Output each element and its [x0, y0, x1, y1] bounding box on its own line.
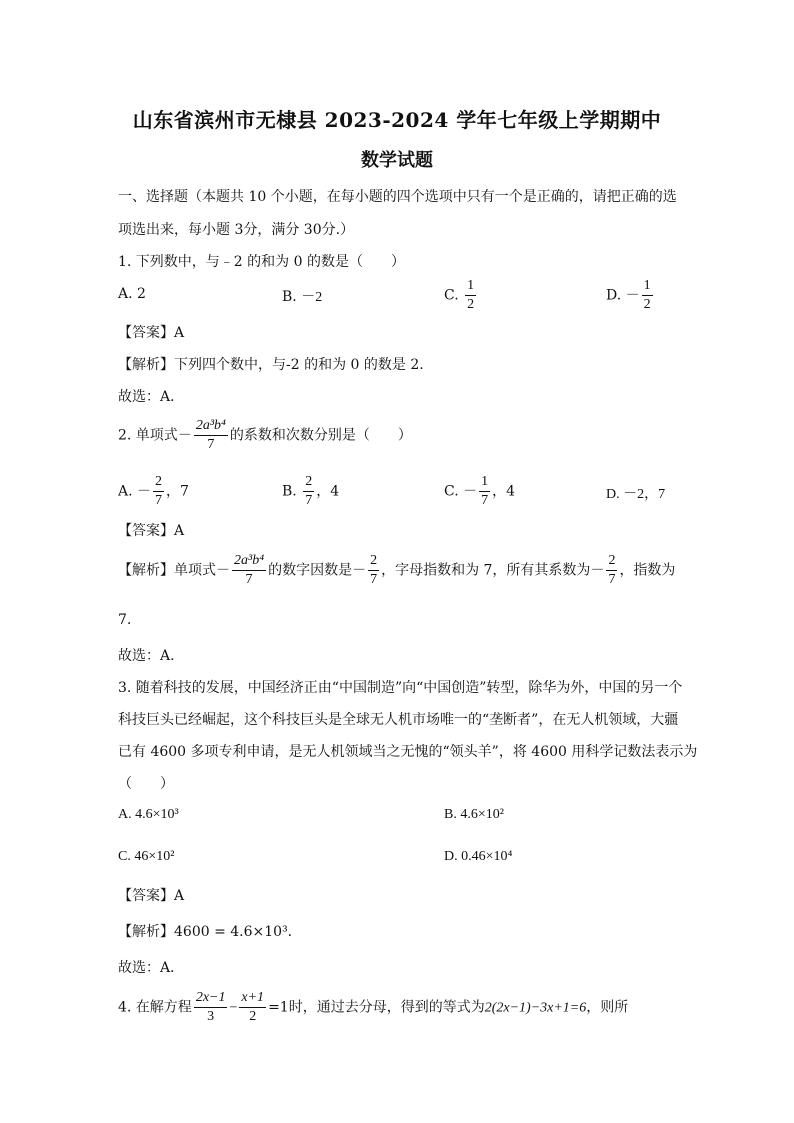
fraction-numerator: 2	[370, 553, 378, 568]
q2-option-c	[444, 474, 515, 509]
q2-analysis-sign: －	[216, 562, 230, 579]
q2-option-a-label: A.	[118, 483, 133, 500]
q2-analysis-tail: 7.	[118, 612, 132, 628]
q2-analysis-mid3: ，指数为	[619, 562, 676, 579]
q2-option-b-label: B.	[282, 483, 297, 500]
q4-stem	[118, 990, 628, 1025]
section-heading-line2: 项选出来，每小题 3分，满分 30分.）	[118, 222, 355, 238]
q2-stem	[118, 418, 412, 453]
q2-analysis-mid2: ，字母指数和为 7，所有其系数为	[381, 562, 591, 579]
q3-choose: 故选：A．	[118, 960, 185, 976]
q4-fraction-2	[239, 990, 266, 1025]
q1-option-c-fraction	[465, 278, 476, 313]
q3-option-d: D. 0.46×10⁴	[444, 849, 513, 864]
q1-option-b	[282, 286, 322, 306]
q3-option-b: B. 4.6×10²	[444, 807, 504, 822]
section-heading-line1: 一、选择题（本题共 10 个小题，在每小题的四个选项中只有一个是正确的，请把正确的选	[118, 189, 677, 205]
fraction-denominator: 2	[467, 297, 475, 312]
q2-analysis-sign2: －	[352, 562, 367, 579]
q2-monomial-fraction	[194, 418, 228, 453]
page-title: 山东省滨州市无棣县 2023-2024 学年七年级上学期期中	[132, 108, 662, 132]
q2-analysis-mid1: 的数字因数是	[268, 562, 353, 579]
q2-option-d: D. －2，7	[606, 487, 666, 502]
q1-option-c-label: C.	[444, 287, 459, 304]
q1-option-d-fraction	[642, 278, 653, 313]
q2-option-b-tail: ，4	[316, 483, 340, 500]
q2-choose: 故选：A.	[118, 648, 175, 664]
fraction-numerator: 2	[305, 474, 313, 489]
q3-option-c: C. 46×10²	[118, 849, 175, 864]
fraction-denominator: 2	[249, 1009, 257, 1024]
q2-option-a-fraction	[153, 474, 164, 509]
q3-stem-line3: 已有 4600 多项专利申请，是无人机领域当之无愧的“领头羊”，将 4600 用科学记数法表示为	[118, 744, 698, 760]
q2-answer: 【答案】A	[118, 523, 185, 539]
q1-option-a: A. 2	[118, 286, 146, 302]
q1-option-d-sign: －	[625, 287, 640, 304]
q1-option-d-label: D.	[606, 287, 622, 304]
fraction-numerator: 2a³b⁴	[195, 418, 226, 433]
q2-analysis-fraction3	[606, 553, 617, 588]
q2-option-a-sign: －	[137, 483, 152, 500]
q1-answer: 【答案】A	[118, 325, 185, 341]
q1-option-b-value: －2	[301, 290, 323, 305]
fraction-denominator: 7	[207, 437, 215, 452]
q1-option-c	[444, 278, 478, 313]
q2-option-c-tail: ，4	[492, 483, 516, 500]
q3-stem-line4: （ ）	[118, 776, 174, 792]
fraction-numerator: 2a³b⁴	[234, 553, 265, 568]
fraction-numerator: 1	[467, 278, 475, 293]
q3-stem-line1: 3. 随着科技的发展，中国经济正由“中国制造”向“中国创造”转型，除华为外，中国的另一个	[118, 680, 683, 696]
q1-stem: 1. 下列数中，与﹣2 的和为 0 的数是（ ）	[118, 254, 405, 270]
q4-minus: −	[229, 1000, 238, 1016]
q4-eq: =1时，通过去分母，得到的等式为	[268, 999, 485, 1016]
q2-analysis-fraction	[232, 553, 266, 588]
fraction-denominator: 7	[155, 493, 163, 508]
q2-analysis	[118, 553, 675, 588]
q1-option-b-label: B.	[282, 289, 302, 305]
q4-tail: ，则所	[586, 999, 629, 1016]
q4-prefix: 4. 在解方程	[118, 999, 192, 1016]
q1-option-d	[606, 278, 655, 313]
q1-choose: 故选：A．	[118, 389, 185, 405]
q3-option-a: A. 4.6×10³	[118, 807, 179, 822]
q3-stem-line2: 科技巨头已经崛起，这个科技巨头是全球无人机市场唯一的“垄断者”，在无人机领域，大疆	[118, 712, 679, 728]
fraction-denominator: 7	[481, 493, 489, 508]
q3-answer: 【答案】A	[118, 888, 185, 904]
q2-option-b-fraction	[303, 474, 314, 509]
fraction-denominator: 7	[608, 572, 616, 587]
fraction-denominator: 7	[305, 493, 313, 508]
fraction-numerator: x+1	[241, 990, 265, 1005]
fraction-numerator: 2	[608, 553, 616, 568]
q4-expression: 2(2x−1)−3x+1=6	[484, 1000, 587, 1016]
fraction-numerator: 1	[481, 474, 489, 489]
fraction-denominator: 2	[643, 297, 651, 312]
fraction-denominator: 7	[370, 572, 378, 587]
fraction-numerator: 2x−1	[195, 990, 226, 1005]
q2-stem-prefix: 2. 单项式	[118, 427, 178, 444]
fraction-numerator: 2	[155, 474, 163, 489]
q2-option-a	[118, 474, 189, 509]
q3-analysis: 【解析】4600 = 4.6×10³.	[118, 924, 293, 940]
q2-option-b	[282, 474, 339, 509]
q2-stem-suffix: 的系数和次数分别是（ ）	[229, 427, 412, 444]
q1-analysis: 【解析】下列四个数中，与-2 的和为 0 的数是 2.	[118, 357, 424, 373]
page-subtitle: 数学试题	[361, 150, 433, 171]
q2-analysis-prefix: 【解析】单项式	[118, 562, 216, 579]
q2-analysis-fraction2	[368, 553, 379, 588]
q2-option-c-label: C.	[444, 483, 459, 500]
q2-sign: －	[177, 427, 192, 444]
fraction-denominator: 3	[207, 1009, 215, 1024]
fraction-denominator: 7	[245, 572, 253, 587]
q2-analysis-sign3: －	[590, 562, 605, 579]
q2-option-c-sign: －	[463, 483, 478, 500]
q2-option-a-tail: ，7	[166, 483, 189, 500]
fraction-numerator: 1	[643, 278, 651, 293]
q2-option-c-fraction	[479, 474, 490, 509]
q4-fraction-1	[194, 990, 228, 1025]
